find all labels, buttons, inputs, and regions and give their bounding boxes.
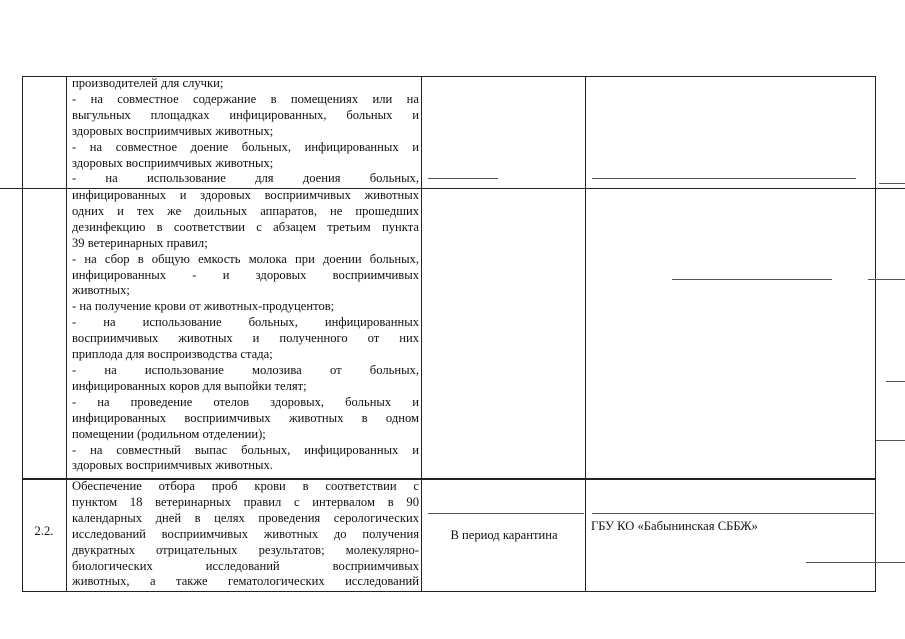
scan-artifact-line [672,279,832,280]
text-line: - на использование больных, инфицированных [72,315,419,330]
table-column-divider-text [421,76,422,591]
text-line: одних и тех же доильных аппаратов, не прошедших [72,203,419,218]
text-line: 39 ветеринарных правил; [72,235,208,250]
scan-artifact-line [428,178,498,179]
text-line: выгульных площадках инфицированных, больных и [72,107,419,122]
scan-artifact-line [806,562,905,563]
text-line: - на совместный выпас больных, инфицированных и [72,442,419,457]
text-line: - на использование для доения больных, [72,171,419,186]
execution-period: В период карантина [450,528,558,542]
text-line: - на совместное содержание в помещениях или на [72,91,419,106]
text-line: животных; [72,283,130,298]
text-line: Обеспечение отбора проб крови в соответствии с [72,479,419,493]
text-line: - на совместное доение больных, инфицированных и [72,139,419,154]
text-line: инфицированных и здоровых восприимчивых животных [72,188,419,202]
scan-artifact-line [876,440,905,441]
scan-artifact-line [428,513,584,514]
text-line: инфицированных восприимчивых животных в одном [72,410,419,425]
text-line: животных, а также гематологических исследований [72,574,419,589]
text-line: календарных дней в целях проведения серологических [72,510,419,525]
text-line: биологических исследований восприимчивых [72,558,419,573]
scan-artifact-line [879,183,905,184]
text-line: восприимчивых животных и полученного от них [72,331,419,346]
table-bottom-border [22,591,876,592]
measure-description [72,479,419,590]
text-line: исследований восприимчивых животных до получения [72,526,419,541]
requirement-text-block-b [72,188,419,474]
scan-artifact-line [592,178,856,179]
text-line: помещении (родильном отделении); [72,426,266,441]
text-line: - на сбор в общую емкость молока при доении больных, [72,251,419,266]
scan-artifact-line [868,279,905,280]
table-column-divider-number [66,76,67,591]
text-line: инфицированных - и здоровых восприимчивых [72,267,419,282]
table-column-divider-period [585,76,586,591]
scan-artifact-line [886,381,905,382]
requirement-text-block-a [72,76,419,187]
table-right-border [875,76,876,591]
text-line: двукратных отрицательных результатов; молекулярно- [72,542,419,557]
text-line: производителей для случки; [72,76,224,90]
text-line: здоровых восприимчивых животных; [72,123,274,138]
text-line: здоровых восприимчивых животных; [72,155,274,170]
text-line: приплода для воспроизводства стада; [72,347,273,362]
text-line: инфицированных коров для выпойки телят; [72,378,307,393]
text-line: - на проведение отелов здоровых, больных и [72,394,419,409]
text-line: дезинфекцию в соответствии с абзацем третьим пункта [72,219,419,234]
text-line: - на получение крови от животных-продуцентов; [72,299,335,314]
scan-artifact-line [592,513,874,514]
text-line: пунктом 18 ветеринарных правил с интервалом в 90 [72,494,419,509]
text-line: - на использование молозива от больных, [72,362,419,377]
responsible-organization: ГБУ КО «Бабынинская СББЖ» [591,519,758,533]
table-left-border [22,76,23,591]
row-number: 2.2. [34,524,54,538]
text-line: здоровых восприимчивых животных. [72,458,273,473]
